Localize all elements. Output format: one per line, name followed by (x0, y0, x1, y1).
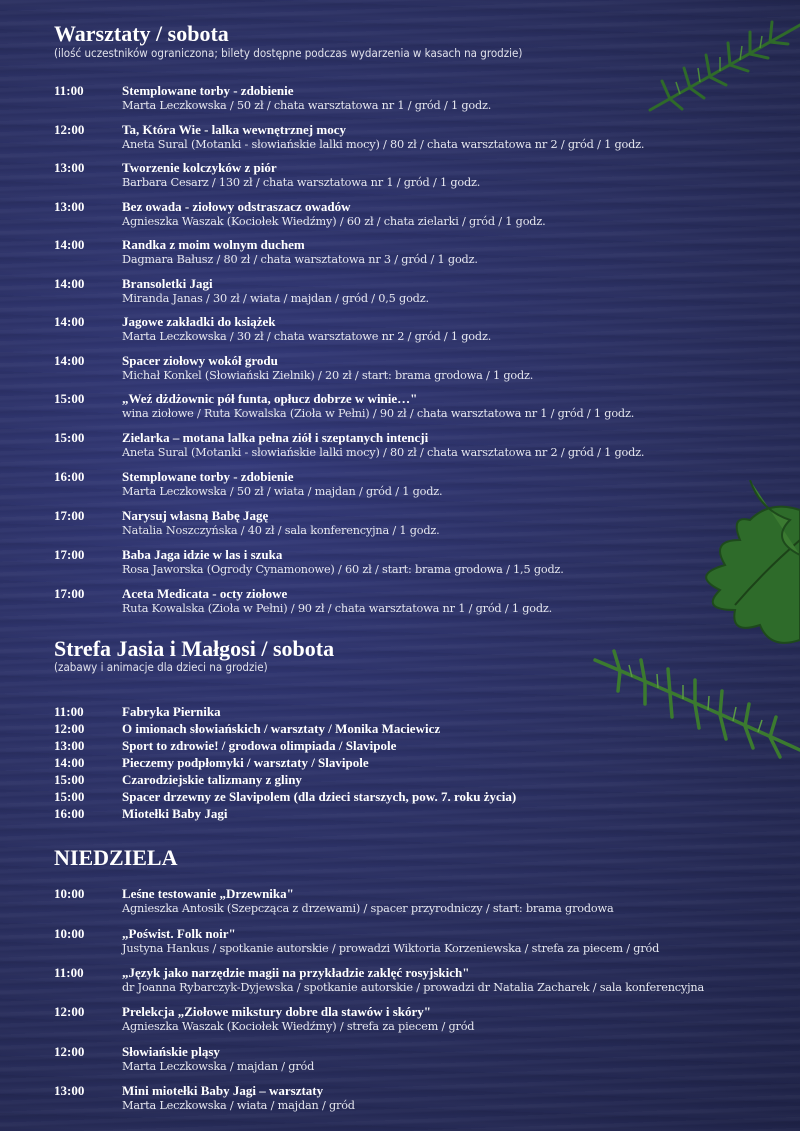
entry-time: 16:00 (54, 806, 85, 821)
entry-title: Ta, Która Wie - lalka wewnętrznej mocy (122, 122, 346, 137)
entry-desc: Agnieszka Antosik (Szepcząca z drzewami) / spacer przyrodniczy / start: brama grodowa (122, 902, 614, 915)
entry-time: 13:00 (54, 738, 85, 753)
section-title-kids-zone: Strefa Jasia i Małgosi / sobota (54, 636, 335, 661)
section-title-workshops: Warsztaty / sobota (54, 21, 229, 46)
entry-title: Bez owada - ziołowy odstraszacz owadów (122, 199, 351, 214)
entry-title: Prelekcja „Ziołowe mikstury dobre dla stawów i skóry" (122, 1004, 431, 1019)
entry-time: 11:00 (54, 704, 84, 719)
entry-desc: Ruta Kowalska (Zioła w Pełni) / 90 zł / chata warsztatowa nr 1 / gród / 1 godz. (122, 602, 553, 615)
entry-title: Bransoletki Jagi (122, 276, 213, 291)
entry-title: Randka z moim wolnym duchem (122, 237, 305, 252)
entry-time: 12:00 (54, 1004, 85, 1019)
entry-desc: Miranda Janas / 30 zł / wiata / majdan / gród / 0,5 godz. (122, 292, 429, 305)
oak-leaf-right (650, 480, 800, 660)
entry-desc: Dagmara Bałusz / 80 zł / chata warsztatowa nr 3 / gród / 1 godz. (122, 253, 478, 266)
entry-time: 17:00 (54, 547, 85, 562)
entry-desc: Aneta Sural (Motanki - słowiańskie lalki mocy) / 80 zł / chata warsztatowa nr 2 / gród / 1 godz. (122, 446, 645, 459)
entry-title: Stemplowane torby - zdobienie (122, 83, 294, 98)
entry-title: Miotełki Baby Jagi (122, 806, 228, 821)
entry-time: 16:00 (54, 469, 85, 484)
entry-title: Narysuj własną Babę Jagę (122, 508, 269, 523)
entry-desc: Michał Konkel (Słowiański Zielnik) / 20 zł / start: brama grodowa / 1 godz. (122, 369, 534, 382)
entry-time: 14:00 (54, 353, 85, 368)
entry-time: 10:00 (54, 926, 85, 941)
entry-title: Stemplowane torby - zdobienie (122, 469, 294, 484)
entry-title: Czarodziejskie talizmany z gliny (122, 772, 302, 787)
entry-title: Mini miotełki Baby Jagi – warsztaty (122, 1083, 324, 1098)
section-subtitle-workshops: (ilość uczestników ograniczona; bilety dostępne podczas wydarzenia w kasach na grodzie) (54, 46, 523, 60)
entry-title: „Język jako narzędzie magii na przykładzie zaklęć rosyjskich" (122, 965, 470, 980)
fern-leaf-top-right (640, 10, 800, 130)
entry-title: Aceta Medicata - octy ziołowe (122, 586, 288, 601)
entry-desc: Marta Leczkowska / majdan / gród (122, 1060, 315, 1073)
entry-time: 14:00 (54, 237, 85, 252)
entry-title: Tworzenie kolczyków z piór (122, 160, 277, 175)
entry-time: 11:00 (54, 83, 84, 98)
entry-desc: wina ziołowe / Ruta Kowalska (Zioła w Pełni) / 90 zł / chata warsztatowa nr 1 / gród / 1 godz. (122, 407, 635, 420)
entry-desc: Agnieszka Waszak (Kociołek Wiedźmy) / strefa za piecem / gród (122, 1020, 475, 1033)
entry-title: Spacer ziołowy wokół grodu (122, 353, 278, 368)
entry-title: Zielarka – motana lalka pełna ziół i szeptanych intencji (122, 430, 429, 445)
entry-desc: dr Joanna Rybarczyk-Dyjewska / spotkanie autorskie / prowadzi dr Natalia Zacharek / sala konferencyjna (122, 981, 704, 994)
entry-title: Baba Jaga idzie w las i szuka (122, 547, 283, 562)
entry-time: 15:00 (54, 772, 85, 787)
entry-title: Spacer drzewny ze Slavipolem (dla dzieci starszych, pow. 7. roku życia) (122, 789, 517, 804)
section-subtitle-kids-zone: (zabawy i animacje dla dzieci na grodzie) (54, 660, 268, 674)
entry-desc: Marta Leczkowska / 30 zł / chata warsztatowe nr 2 / gród / 1 godz. (122, 330, 492, 343)
entry-desc: Justyna Hankus / spotkanie autorskie / prowadzi Wiktoria Korzeniewska / strefa za piecem / gród (122, 942, 660, 955)
entry-title: „Weź dżdżownic pół funta, opłucz dobrze w winie…" (122, 391, 418, 406)
entry-desc: Rosa Jaworska (Ogrody Cynamonowe) / 60 zł / start: brama grodowa / 1,5 godz. (122, 563, 564, 576)
entry-time: 15:00 (54, 789, 85, 804)
entry-time: 15:00 (54, 430, 85, 445)
entry-time: 12:00 (54, 1044, 85, 1059)
entry-time: 14:00 (54, 314, 85, 329)
entry-desc: Aneta Sural (Motanki - słowiańskie lalki mocy) / 80 zł / chata warsztatowa nr 2 / gród / 1 godz. (122, 138, 645, 151)
entry-title: Jagowe zakładki do książek (122, 314, 276, 329)
entry-title: Leśne testowanie „Drzewnika" (122, 886, 294, 901)
entry-title: Pieczemy podpłomyki / warsztaty / Slavipole (122, 755, 369, 770)
entry-time: 14:00 (54, 755, 85, 770)
entry-time: 12:00 (54, 721, 85, 736)
entry-desc: Natalia Noszczyńska / 40 zł / sala konferencyjna / 1 godz. (122, 524, 440, 537)
entry-desc: Marta Leczkowska / wiata / majdan / gród (122, 1099, 355, 1112)
entry-title: Fabryka Piernika (122, 704, 221, 719)
entry-time: 11:00 (54, 965, 84, 980)
entry-time: 17:00 (54, 508, 85, 523)
entry-title: Słowiańskie pląsy (122, 1044, 220, 1059)
entry-title: „Poświst. Folk noir" (122, 926, 236, 941)
entry-time: 12:00 (54, 122, 85, 137)
section-title-sunday: NIEDZIELA (54, 845, 178, 870)
entry-time: 13:00 (54, 1083, 85, 1098)
entry-time: 17:00 (54, 586, 85, 601)
fern-leaf-bottom-right (590, 640, 800, 800)
entry-time: 15:00 (54, 391, 85, 406)
entry-desc: Agnieszka Waszak (Kociołek Wiedźmy) / 60 zł / chata zielarki / gród / 1 godz. (122, 215, 546, 228)
entry-desc: Marta Leczkowska / 50 zł / wiata / majdan / gród / 1 godz. (122, 485, 443, 498)
entry-time: 10:00 (54, 886, 85, 901)
entry-title: Sport to zdrowie! / grodowa olimpiada / Slavipole (122, 738, 397, 753)
entry-time: 13:00 (54, 199, 85, 214)
entry-time: 14:00 (54, 276, 85, 291)
entry-title: O imionach słowiańskich / warsztaty / Monika Maciewicz (122, 721, 441, 736)
entry-desc: Marta Leczkowska / 50 zł / chata warsztatowa nr 1 / gród / 1 godz. (122, 99, 492, 112)
entry-desc: Barbara Cesarz / 130 zł / chata warsztatowa nr 1 / gród / 1 godz. (122, 176, 481, 189)
entry-time: 13:00 (54, 160, 85, 175)
